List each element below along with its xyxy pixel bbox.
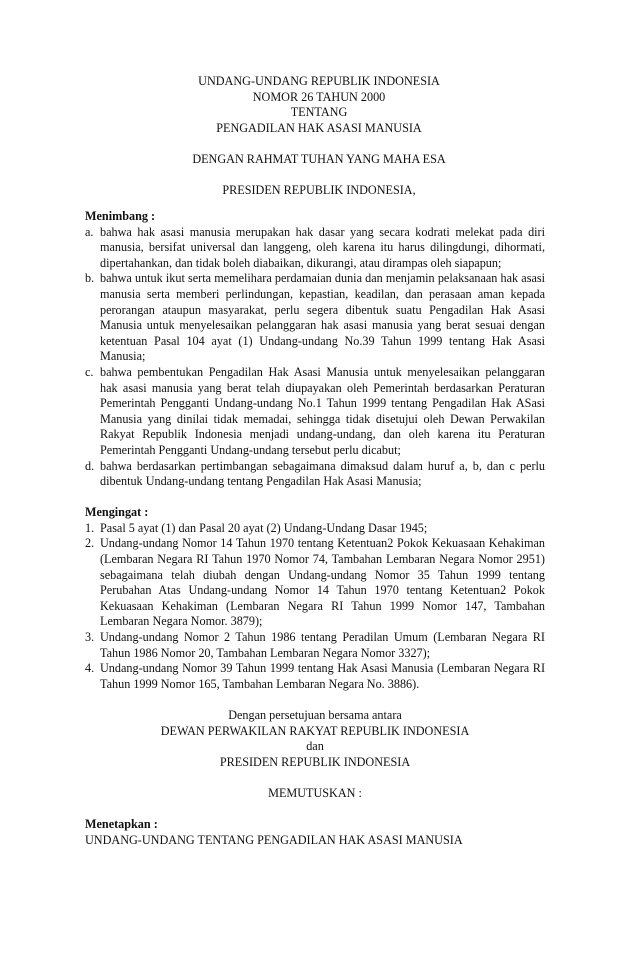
approval-line-2: DEWAN PERWAKILAN RAKYAT REPUBLIK INDONESIA	[160, 723, 470, 738]
list-marker: 2.	[85, 536, 95, 551]
mengingat-item	[85, 536, 545, 630]
approval-line-3: dan	[306, 739, 324, 754]
law-title-line-2: NOMOR 26 TAHUN 2000	[252, 89, 386, 104]
document-header	[0, 74, 638, 199]
list-item-text: bahwa hak asasi manusia merupakan hak dasar yang secara kodrati melekat pada diri manusia, bersifat universal dan langgeng, oleh karena itu harus dilingdungi, dihormati, dipertahankan, dan tidak boleh diabaikan, dikurangi, atau dirampas oleh siapapun;	[100, 224, 545, 270]
menimbang-item	[85, 365, 545, 459]
law-title-line-1: UNDANG-UNDANG REPUBLIK INDONESIA	[198, 74, 440, 88]
list-marker: c.	[85, 364, 94, 379]
list-marker: a.	[85, 224, 94, 239]
menimbang-heading: Menimbang :	[85, 209, 156, 223]
document-body	[85, 209, 545, 848]
approval-line-4: PRESIDEN REPUBLIK INDONESIA	[219, 754, 411, 769]
mengingat-item	[85, 661, 545, 692]
menimbang-item	[85, 225, 545, 272]
list-item-text: Undang-undang Nomor 14 Tahun 1970 tentang Ketentuan2 Pokok Kekuasaan Kehakiman (Lembaran Negara RI Tahun 1970 Nomor 74, Tambahan Lembaran Negara Nomor 2951) sebagaimana telah diubah dengan Undang-undang Nomor 35 Tahun 1999 tentang Perubahan Atas Undang-undang Nomor 14 Tahun 1970 tentang Ketentuan2 Pokok Kekuasaan Kehakiman (Lembaran Negara RI Tahun 1999 Nomor 147, Tambahan Lembaran Negara Nomor. 3879);	[100, 536, 545, 629]
list-marker: 4.	[85, 661, 95, 676]
approval-line-1: Dengan persetujuan bersama antara	[228, 708, 402, 722]
menetapkan-text: UNDANG-UNDANG TENTANG PENGADILAN HAK ASASI MANUSIA	[85, 832, 463, 847]
list-item-text: Undang-undang Nomor 2 Tahun 1986 tentang Peradilan Umum (Lembaran Negara RI Tahun 1986 Nomor 20, Tambahan Lembaran Negara Nomor 3327);	[100, 630, 545, 660]
menimbang-item	[85, 271, 545, 365]
spacer	[85, 770, 545, 786]
list-item-text: bahwa pembentukan Pengadilan Hak Asasi Manusia untuk menyelesaikan pelanggaran hak asasi manusia yang berat telah diupayakan oleh Pemerintah berdasarkan Peraturan Pemerintah Pengganti Undang-undang No.1 Tahun 1999 tentang Pengadilan Hak ASasi Manusia yang dinilai tidak memadai, sehingga tidak disetujui oleh Dewan Perwakilan Rakyat Republik Indonesia menjadi undang-undang, dan oleh karena itu Peraturan Pemerintah Pengganti Undang-undang tersebut perlu dicabut;	[100, 364, 545, 457]
list-item-text: Undang-undang Nomor 39 Tahun 1999 tentang Hak Asasi Manusia (Lembaran Negara RI Tahun 1999 Nomor 165, Tambahan Lembaran Negara No. 3886).	[100, 661, 545, 691]
spacer	[85, 490, 545, 506]
list-marker: d.	[85, 458, 95, 473]
menimbang-item	[85, 459, 545, 490]
menimbang-list	[85, 225, 545, 490]
list-marker: 3.	[85, 630, 95, 645]
list-item-text: Pasal 5 ayat (1) dan Pasal 20 ayat (2) Undang-Undang Dasar 1945;	[100, 520, 428, 535]
mengingat-heading: Mengingat :	[85, 505, 149, 520]
mengingat-list	[85, 521, 545, 693]
approval-block	[85, 708, 545, 802]
law-title-line-3: TENTANG	[290, 105, 348, 120]
list-marker: b.	[85, 271, 95, 286]
mengingat-item	[85, 521, 545, 537]
list-item-text: bahwa berdasarkan pertimbangan sebagaimana dimaksud dalam huruf a, b, dan c perlu dibentuk Undang-undang tentang Pengadilan Hak Asasi Manusia;	[100, 458, 545, 489]
list-marker: 1.	[85, 520, 95, 535]
memutuskan-line: MEMUTUSKAN :	[268, 785, 362, 800]
mengingat-item	[85, 630, 545, 661]
president-line: PRESIDEN REPUBLIK INDONESIA,	[222, 183, 416, 198]
menetapkan-heading: Menetapkan :	[85, 817, 158, 832]
list-item-text: bahwa untuk ikut serta memelihara perdamaian dunia dan menjamin pelaksanaan hak asasi manusia serta memberi perlindungan, kepastian, keadilan, dan perasaan aman kepada perorangan ataupun masyarakat, perlu segera dibentuk suatu Pengadilan Hak Asasi Manusia untuk menyelesaikan pelanggaran hak asasi manusia yang berat sesuai dengan ketentuan Pasal 104 ayat (1) Undang-undang No.39 Tahun 1999 tentang Hak Asasi Manusia;	[100, 271, 545, 364]
law-title-line-4: PENGADILAN HAK ASASI MANUSIA	[216, 120, 422, 135]
spacer	[0, 168, 638, 184]
spacer	[85, 692, 545, 708]
blessing-line: DENGAN RAHMAT TUHAN YANG MAHA ESA	[192, 151, 446, 166]
spacer	[0, 136, 638, 152]
spacer	[85, 802, 545, 818]
